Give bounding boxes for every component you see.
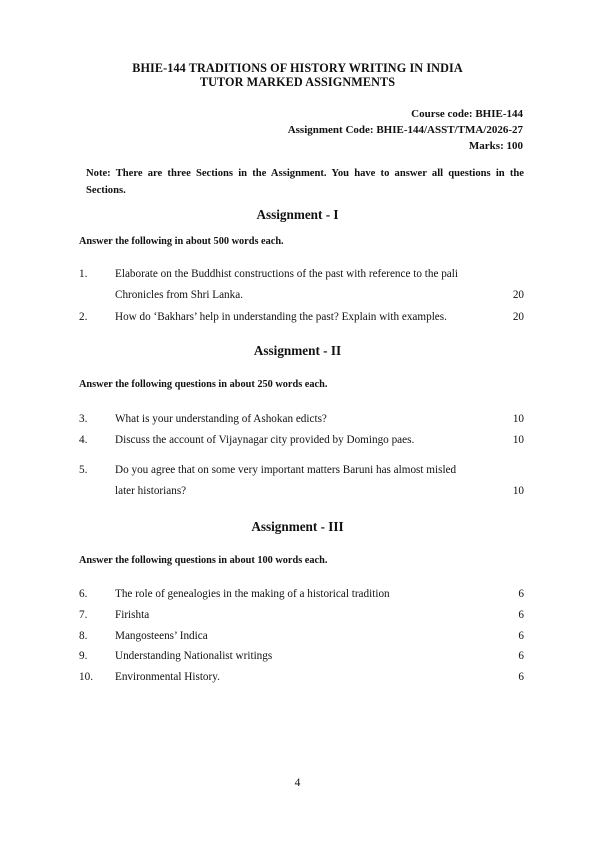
- question-text: Discuss the account of Vijaynagar city provided by Domingo paes.: [115, 434, 415, 446]
- instructions-note: Note: There are three Sections in the Assignment. You have to answer all questions in the Sections.: [86, 168, 524, 196]
- question-text: How do ‘Bakhars’ help in understanding the past? Explain with examples.: [115, 311, 447, 323]
- question-item: [79, 667, 524, 688]
- question-text: Environmental History.: [115, 671, 220, 683]
- question-marks: 6: [518, 630, 524, 642]
- question-item: [79, 307, 524, 328]
- page-number: 4: [294, 777, 301, 789]
- question-number: 9.: [79, 650, 88, 662]
- question-item: [79, 605, 524, 626]
- section-heading-3: Assignment - III: [251, 519, 344, 534]
- question-text: Firishta: [115, 609, 150, 621]
- section-instruction-1: Answer the following in about 500 words each.: [79, 236, 284, 247]
- question-item: [79, 460, 524, 502]
- question-item: [79, 409, 524, 430]
- question-text: The role of genealogies in the making of a historical tradition: [115, 588, 390, 600]
- question-marks: 10: [512, 413, 524, 425]
- question-item: [79, 646, 524, 667]
- question-text: Understanding Nationalist writings: [115, 650, 273, 662]
- question-marks: 10: [512, 485, 524, 497]
- question-marks: 6: [518, 671, 524, 683]
- question-marks: 20: [512, 289, 524, 301]
- question-item: [79, 626, 524, 647]
- question-item: [79, 584, 524, 605]
- assignment-code: Assignment Code: BHIE-144/ASST/TMA/2026-27: [287, 124, 523, 136]
- question-number: 6.: [79, 588, 88, 600]
- question-marks: 6: [518, 588, 524, 600]
- question-marks: 10: [512, 434, 524, 446]
- question-number: 4.: [79, 434, 88, 446]
- document-subtitle: TUTOR MARKED ASSIGNMENTS: [199, 75, 396, 89]
- section-heading-1: Assignment - I: [256, 207, 339, 222]
- question-number: 5.: [79, 464, 88, 476]
- question-text: Mangosteens’ Indica: [115, 630, 208, 642]
- question-text: Do you agree that on some very important matters Baruni has almost misled: [115, 464, 457, 476]
- question-number: 10.: [79, 671, 93, 683]
- course-code: Course code: BHIE-144: [411, 108, 523, 120]
- section-heading-2: Assignment - II: [253, 343, 342, 358]
- question-number: 7.: [79, 609, 88, 621]
- question-item: [79, 430, 524, 451]
- question-text: Elaborate on the Buddhist constructions of the past with reference to the pali: [115, 268, 458, 280]
- question-marks: 6: [518, 650, 524, 662]
- question-marks: 20: [512, 311, 524, 323]
- question-number: 8.: [79, 630, 88, 642]
- question-text: What is your understanding of Ashokan edicts?: [115, 413, 327, 425]
- question-item: [79, 264, 524, 306]
- question-number: 3.: [79, 413, 88, 425]
- document-title: BHIE-144 TRADITIONS OF HISTORY WRITING IN INDIA: [132, 61, 463, 75]
- section-instruction-3: Answer the following questions in about 100 words each.: [79, 555, 328, 566]
- total-marks: Marks: 100: [468, 140, 523, 152]
- question-number: 1.: [79, 268, 88, 280]
- question-number: 2.: [79, 311, 88, 323]
- section-instruction-2: Answer the following questions in about 250 words each.: [79, 379, 328, 390]
- question-text-continued: Chronicles from Shri Lanka.: [115, 289, 244, 301]
- question-marks: 6: [518, 609, 524, 621]
- question-text-continued: later historians?: [115, 485, 187, 497]
